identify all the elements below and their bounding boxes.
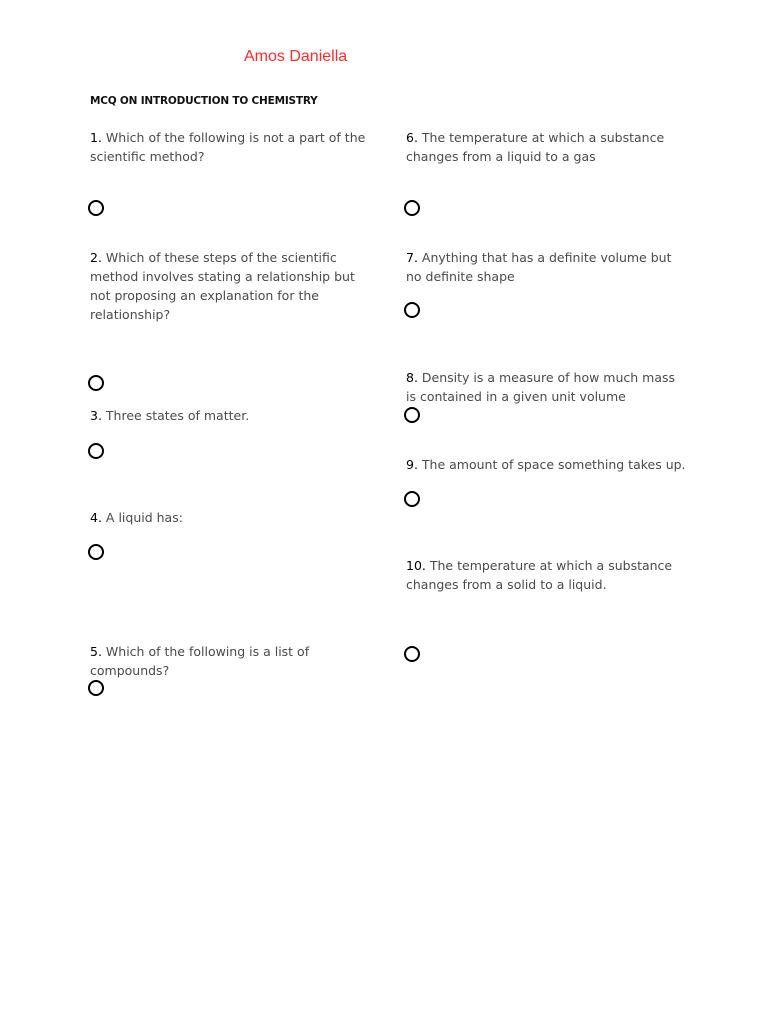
question-number: 7. <box>406 250 418 265</box>
document-title: MCQ ON INTRODUCTION TO CHEMISTRY <box>90 95 318 107</box>
question-5 <box>90 642 330 680</box>
author-name: Amos Daniella <box>244 48 348 65</box>
question-number: 6. <box>406 130 418 145</box>
answer-radio-1[interactable] <box>88 200 104 216</box>
question-text: A liquid has: <box>105 510 183 525</box>
question-9 <box>406 455 696 474</box>
question-text: The temperature at which a substance changes from a liquid to a gas <box>406 130 665 164</box>
question-text: Density is a measure of how much mass is contained in a given unit volume <box>406 370 676 404</box>
question-2 <box>90 248 372 324</box>
answer-radio-3[interactable] <box>88 443 104 459</box>
question-number: 2. <box>90 250 102 265</box>
answer-radio-10[interactable] <box>404 646 420 662</box>
question-6 <box>406 128 678 166</box>
answer-radio-9[interactable] <box>404 491 420 507</box>
question-number: 9. <box>406 457 418 472</box>
question-text: The amount of space something takes up. <box>421 457 686 472</box>
question-4 <box>90 508 372 527</box>
question-number: 3. <box>90 408 102 423</box>
question-number: 10. <box>406 558 426 573</box>
answer-radio-8[interactable] <box>404 407 420 423</box>
answer-radio-6[interactable] <box>404 200 420 216</box>
question-number: 8. <box>406 370 418 385</box>
question-1 <box>90 128 372 166</box>
question-number: 5. <box>90 644 102 659</box>
question-text: Which of the following is a list of compounds? <box>90 644 310 678</box>
question-8 <box>406 368 686 406</box>
question-10 <box>406 556 678 594</box>
question-text: The temperature at which a substance changes from a solid to a liquid. <box>406 558 673 592</box>
question-text: Anything that has a definite volume but no definite shape <box>406 250 672 284</box>
answer-radio-4[interactable] <box>88 544 104 560</box>
answer-radio-7[interactable] <box>404 302 420 318</box>
question-3 <box>90 406 372 425</box>
question-text: Which of the following is not a part of the scientific method? <box>90 130 366 164</box>
answer-radio-5[interactable] <box>88 680 104 696</box>
question-number: 1. <box>90 130 102 145</box>
question-text: Three states of matter. <box>105 408 250 423</box>
question-text: Which of these steps of the scientific method involves stating a relationship but not proposing an explanation for the relationship? <box>90 250 355 322</box>
question-number: 4. <box>90 510 102 525</box>
answer-radio-2[interactable] <box>88 375 104 391</box>
question-7 <box>406 248 678 286</box>
